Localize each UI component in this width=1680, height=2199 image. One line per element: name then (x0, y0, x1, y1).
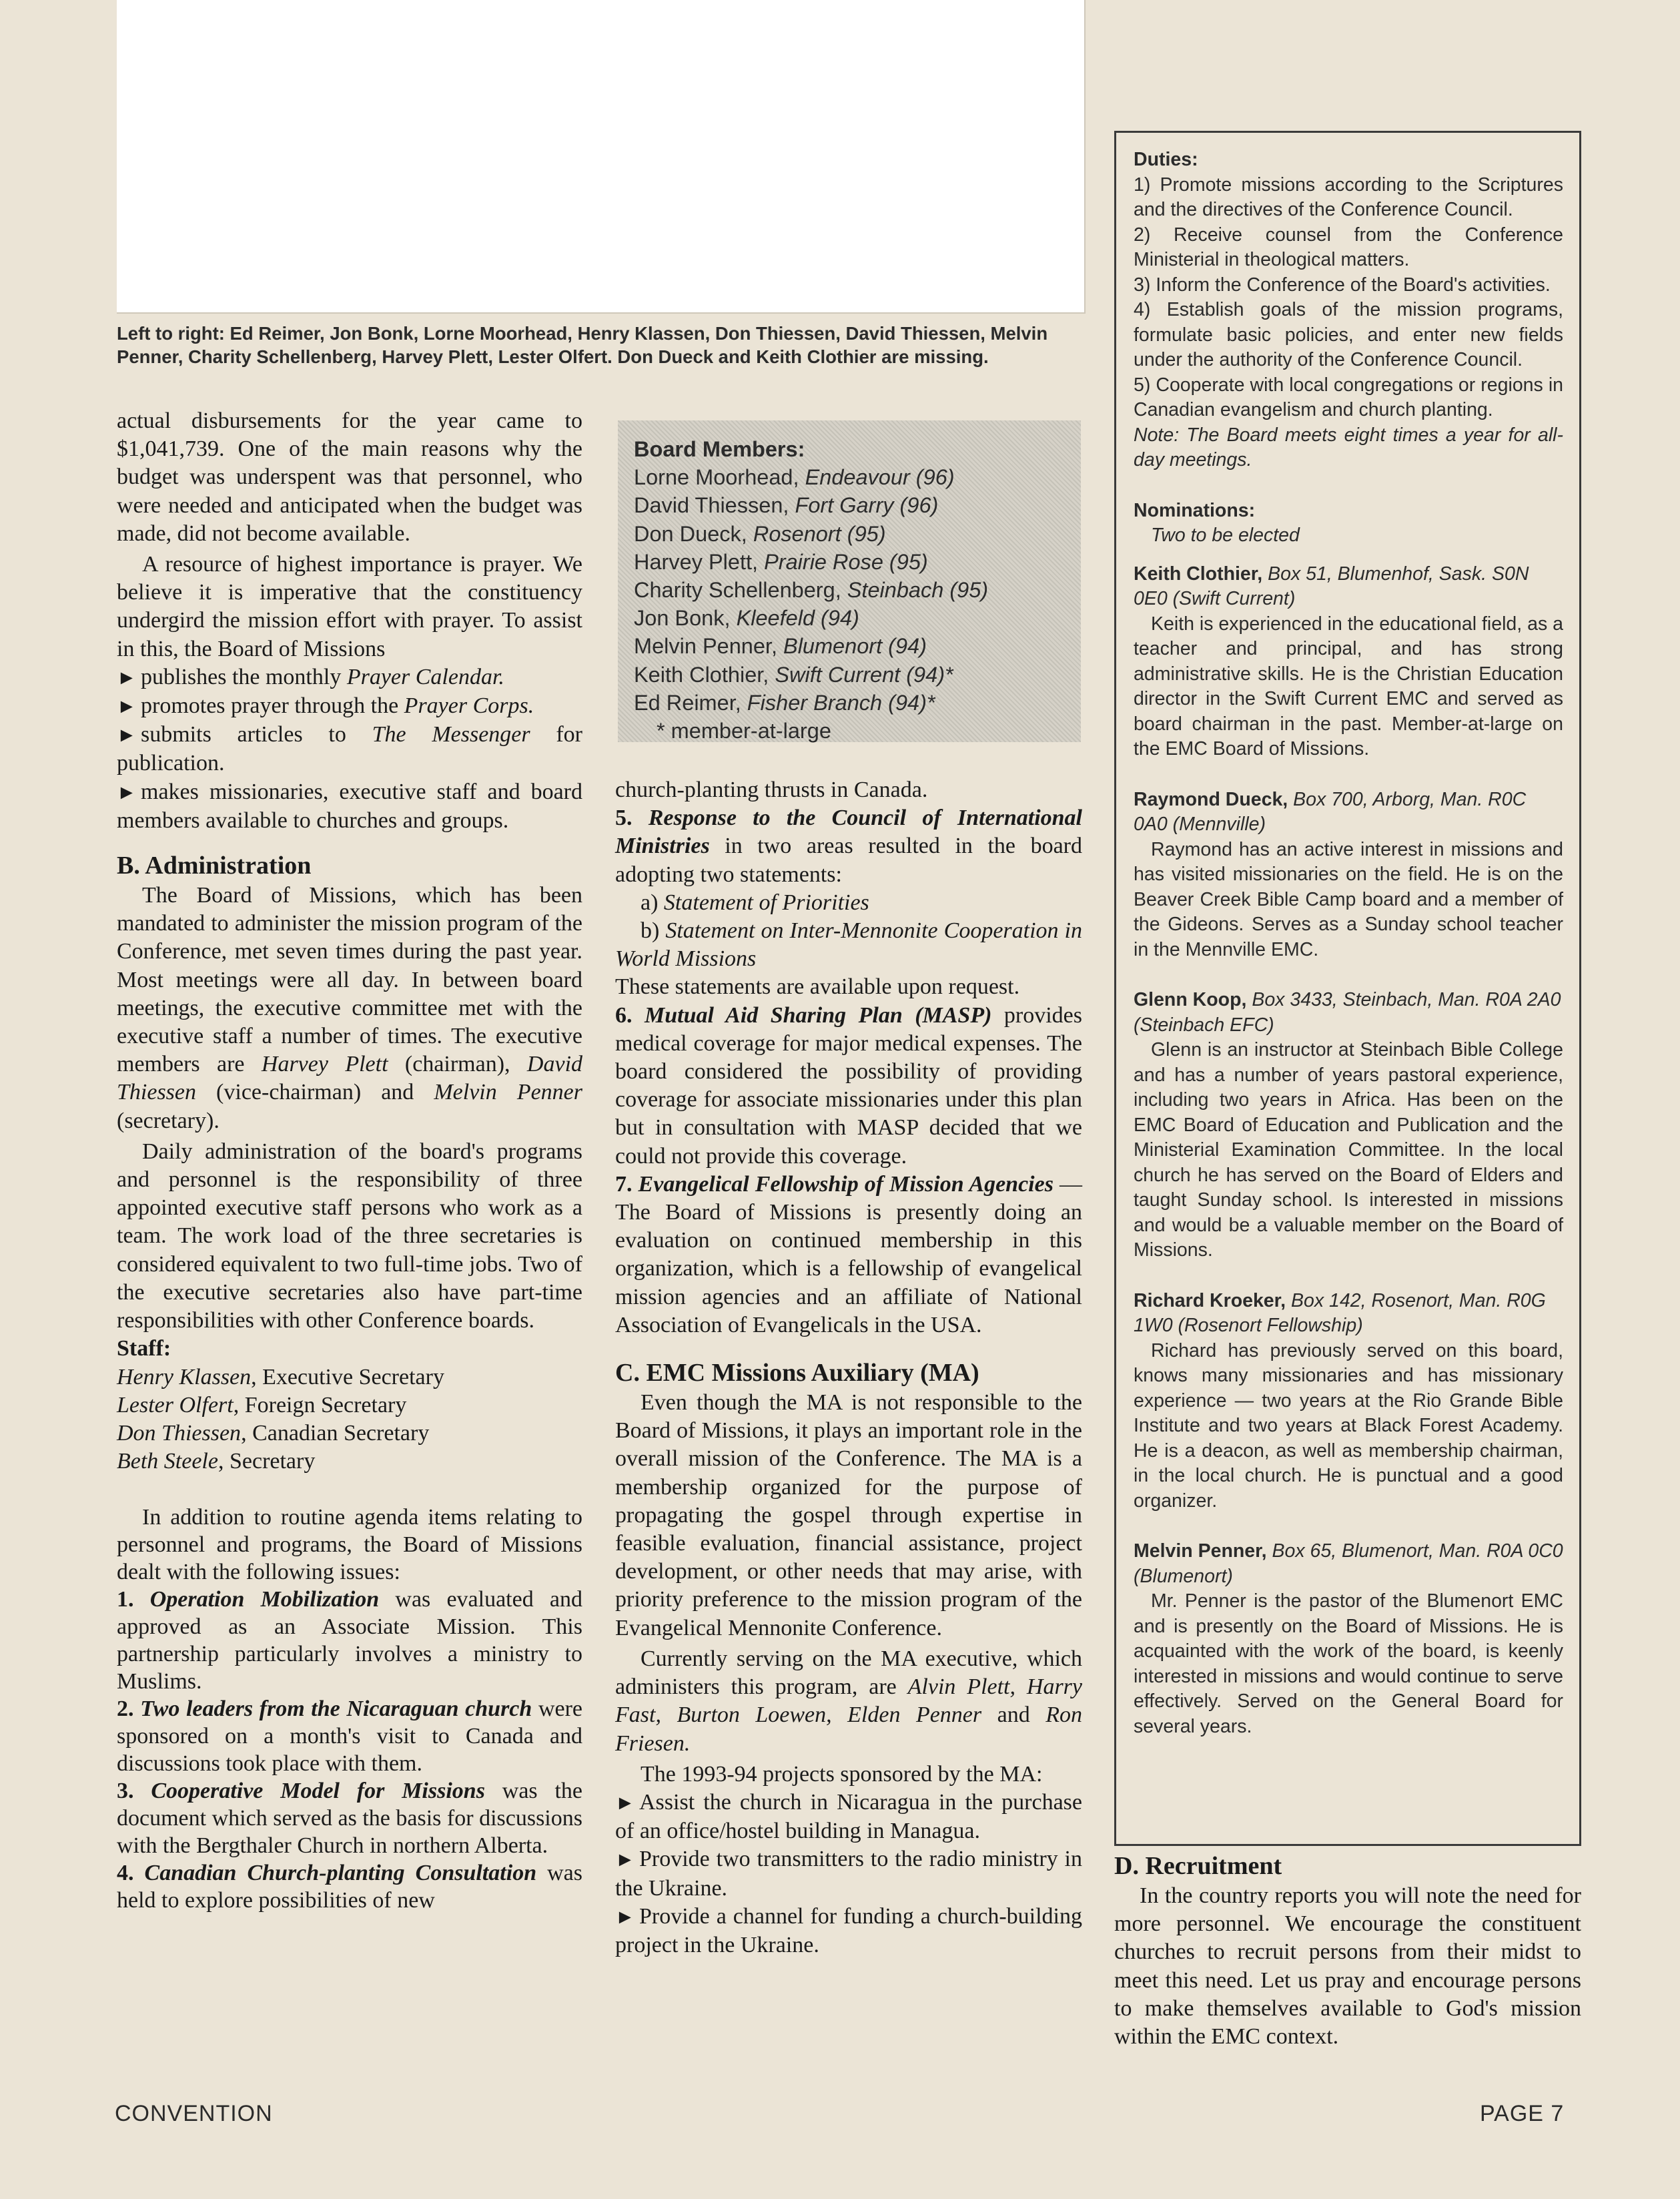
board-footnote: * member-at-large (657, 719, 831, 743)
arrow-bullet-icon: ► (117, 724, 137, 747)
staff-entry: Lester Olfert, Foreign Secretary (117, 1392, 407, 1418)
column-1 (117, 407, 582, 1914)
staff-entry: Beth Steele, Secretary (117, 1449, 316, 1474)
paragraph: Even though the MA is not responsible to the Board of Missions, it plays an important role in the overall mission of the Conference. The MA is a membership organized for the purpose of propagating the gospel through expertise in feasible evaluation, financial assistance, project development, or other needs that may arise, with priority preference to the mission program of the Evangelical Mennonite Conference. (615, 1390, 1082, 1640)
issue-item: 4. Canadian Church-planting Consultation was held to explore possibilities of new (117, 1861, 582, 1913)
issue-item: 2. Two leaders from the Nicaraguan church were sponsored on a month's visit to Canada and discussions took place with them. (117, 1696, 583, 1777)
issue-item: 7. Evangelical Fellowship of Mission Agencies — The Board of Missions is presently doing an evaluation on continued membership in this organization, which is a fellowship of evangelical mission agencies and an affiliate of National Association of Evangelicals in the USA. (615, 1171, 1082, 1337)
nominee-bio: Keith is experienced in the educational field, as a teacher and principal, and has strong administrative skills. He is the Christian Education director in the Swift Current EMC and served as board chairman in the past. Member-at-large on the EMC Board of Missions. (1134, 613, 1563, 759)
sub-item: a) Statement of Priorities (641, 890, 869, 915)
board-member: Lorne Moorhead, Endeavour (96) (634, 465, 955, 490)
paragraph: A resource of highest importance is prayer. We believe it is imperative that the constituency undergird the mission effort with prayer. To assist in this, the Board of Missions (117, 552, 582, 661)
nominee-header: Glenn Koop, Box 3433, Steinbach, Man. R0A 2A0 (Steinbach EFC) (1134, 989, 1561, 1036)
arrow-bullet-icon: ► (615, 1849, 635, 1871)
issue-item: 6. Mutual Aid Sharing Plan (MASP) provides medical coverage for major medical expenses. The board considered the possibility of providing coverage for associate missionaries under this plan but in consultation with MASP decided that we could not provide this coverage. (615, 1002, 1082, 1169)
column-2 (615, 776, 1082, 1959)
nominee-bio: Glenn is an instructor at Steinbach Bible College and has a number of years pastoral experience, including two years in Africa. Has been on the EMC Board of Education and Publication and the Ministerial Examination Committee. In the local church he has served on the Board of Elders and taught Sunday school. Is interested in missions and would be a valuable member on the Board of Missions. (1134, 1039, 1563, 1261)
nominee-bio: Richard has previously served on this board, knows many missionaries and has missionary experience — two years at the Rio Grande Bible Institute and two years at Black Forest Academy. He is a deacon, as well as membership chairman, in the local church. He is punctual and a good organizer. (1134, 1339, 1563, 1512)
section-heading: B. Administration (117, 852, 312, 880)
staff-label: Staff: (117, 1336, 171, 1361)
board-members-title: Board Members: (634, 437, 805, 461)
board-member: David Thiessen, Fort Garry (96) (634, 493, 939, 518)
paragraph: church-planting thrusts in Canada. (615, 777, 928, 802)
group-photo (117, 0, 1086, 314)
board-members-box (618, 420, 1081, 742)
duty-item: 2) Receive counsel from the Conference Ministerial in theological matters. (1134, 224, 1563, 270)
arrow-bullet-icon: ► (615, 1791, 635, 1814)
paragraph: Currently serving on the MA executive, which administers this program, are Alvin Plett, Harry Fast, Burton Loewen, Elden Penner and Ron Friesen. (615, 1646, 1083, 1756)
arrow-bullet-icon: ► (117, 781, 137, 804)
section-heading: D. Recruitment (1114, 1852, 1282, 1880)
staff-entry: Henry Klassen, Executive Secretary (117, 1364, 444, 1389)
board-member: Melvin Penner, Blumenort (94) (634, 634, 927, 659)
bullet-item: ► Provide a channel for funding a church-building project in the Ukraine. (615, 1903, 1082, 1957)
duty-item: 5) Cooperate with local congregations or regions in Canadian evangelism and church planting. (1134, 374, 1563, 420)
nominee-bio: Raymond has an active interest in missions and has visited missionaries on the field. He is on the Beaver Creek Bible Camp board and a member of the Gideons. Serves as a Sunday school teacher in the Mennville EMC. (1134, 838, 1563, 960)
issue-item: 5. Response to the Council of International Ministries in two areas resulted in the board adopting two statements: (615, 806, 1082, 887)
paragraph: These statements are available upon request. (615, 974, 1020, 1000)
arrow-bullet-icon: ► (117, 695, 137, 718)
board-member: Keith Clothier, Swift Current (94)* (634, 662, 953, 687)
page-number: PAGE 7 (1480, 2101, 1565, 2126)
nominee-header: Raymond Dueck, Box 700, Arborg, Man. R0C 0A0 (Mennville) (1134, 788, 1527, 835)
board-member: Charity Schellenberg, Steinbach (95) (634, 578, 989, 603)
nominee-header: Richard Kroeker, Box 142, Rosenort, Man. R0G 1W0 (Rosenort Fellowship) (1134, 1289, 1546, 1336)
column-3 (1114, 1850, 1581, 2051)
bullet-item: ► publishes the monthly Prayer Calendar. (117, 663, 582, 692)
arrow-bullet-icon: ► (615, 1905, 635, 1928)
board-member: Jon Bonk, Kleefeld (94) (634, 606, 859, 631)
photo-caption: Left to right: Ed Reimer, Jon Bonk, Lorne Moorhead, Henry Klassen, Don Thiessen, David Thiessen, Melvin Penner, Charity Schellenberg, Harvey Plett, Lester Olfert. Don Dueck and Keith Clothier are missing. (117, 323, 1048, 367)
duty-item: 3) Inform the Conference of the Board's activities. (1134, 274, 1551, 296)
paragraph: The Board of Missions, which has been mandated to administer the mission program of the Conference, met seven times during the past year. Most meetings were all day. In between board meetings, the executive committee met with the executive staff a number of times. The executive members are Harvey Plett (chairman), David Thiessen (vice-chairman) and Melvin Penner (secretary). (117, 883, 583, 1133)
issue-item: 1. Operation Mobilization was evaluated and approved as an Associate Mission. This partnership particularly involves a ministry to Muslims. (117, 1587, 583, 1694)
duties-title: Duties: (1134, 149, 1198, 170)
duty-item: 1) Promote missions according to the Scriptures and the directives of the Conference Council. (1134, 174, 1563, 220)
bullet-item: ► Provide two transmitters to the radio ministry in the Ukraine. (615, 1847, 1082, 1901)
nominee-header: Keith Clothier, Box 51, Blumenhof, Sask. S0N 0E0 (Swift Current) (1134, 563, 1529, 609)
duties-nominations-box (1114, 131, 1581, 1846)
bullet-item: ► Assist the church in Nicaragua in the purchase of an office/hostel building in Managua. (615, 1789, 1082, 1844)
paragraph: Daily administration of the board's programs and personnel is the responsibility of three appointed executive staff persons who work as a team. The work load of the three secretaries is considered equivalent to two full-time jobs. Two of the executive secretaries also have part-time responsibilities with other Conference boards. (117, 1139, 582, 1333)
footer-convention: CONVENTION (115, 2101, 273, 2126)
bullet-item: ► submits articles to The Messenger for publication. (117, 722, 582, 776)
board-member: Don Dueck, Rosenort (95) (634, 521, 886, 546)
nominee-header: Melvin Penner, Box 65, Blumenort, Man. R0A 0C0 (Blumenort) (1134, 1540, 1563, 1587)
board-member: Ed Reimer, Fisher Branch (94)* (634, 690, 935, 715)
nominee-bio: Mr. Penner is the pastor of the Blumenort EMC and is presently on the Board of Missions. He is acquainted with the work of the board, is keenly interested in missions and would continue to serve effectively. Served on the General Board for several years. (1134, 1590, 1563, 1737)
duty-item: 4) Establish goals of the mission programs, formulate basic policies, and enter new fields under the authority of the Conference Council. (1134, 299, 1563, 370)
paragraph: In the country reports you will note the need for more personnel. We encourage the constituent churches to recruit persons from their midst to meet this need. Let us pray and encourage persons to make themselves available to God's mission within the EMC context. (1114, 1883, 1581, 2050)
bullet-item: ► makes missionaries, executive staff and board members available to churches and groups. (117, 779, 582, 833)
sub-item: b) Statement on Inter-Mennonite Cooperation in World Missions (615, 918, 1083, 972)
duties-note: Note: The Board meets eight times a year for all-day meetings. (1134, 424, 1563, 470)
paragraph: actual disbursements for the year came to $1,041,739. One of the main reasons why the budget was underspent was that personnel, who were needed and anticipated when the budget was made, did not become available. (117, 408, 582, 546)
paragraph: The 1993-94 projects sponsored by the MA: (641, 1761, 1043, 1787)
issue-item: 3. Cooperative Model for Missions was the document which served as the basis for discussions with the Bergthaler Church in northern Alberta. (117, 1779, 583, 1859)
nominations-subtitle: Two to be elected (1151, 525, 1300, 546)
staff-entry: Don Thiessen, Canadian Secretary (117, 1420, 430, 1446)
board-member: Harvey Plett, Prairie Rose (95) (634, 549, 928, 574)
nominations-title: Nominations: (1134, 499, 1256, 521)
section-heading: C. EMC Missions Auxiliary (MA) (615, 1359, 979, 1387)
bullet-item: ► promotes prayer through the Prayer Corps. (117, 692, 582, 721)
arrow-bullet-icon: ► (117, 666, 137, 689)
paragraph: In addition to routine agenda items relating to personnel and programs, the Board of Missions dealt with the following issues: (117, 1505, 582, 1585)
